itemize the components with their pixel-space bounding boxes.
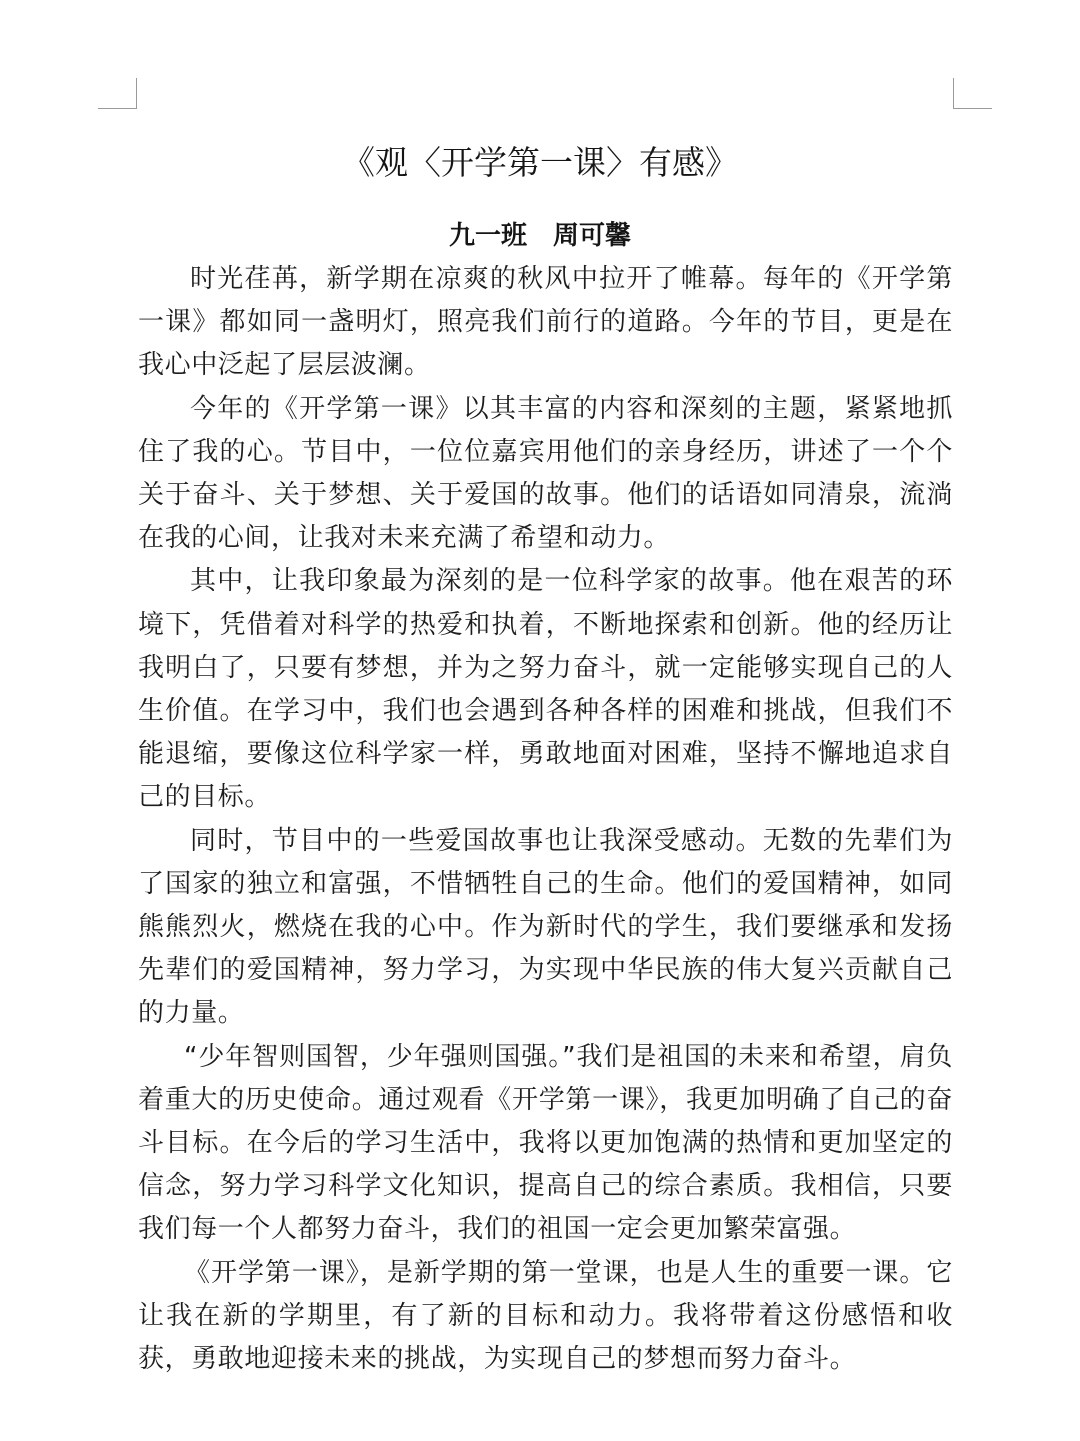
document-title: 《观〈开学第一课〉有感》: [342, 143, 738, 182]
paragraph-1: 时光荏苒，新学期在凉爽的秋风中拉开了帷幕。每年的《开学第一课》都如同一盏明灯，照亮我们前行的道路。今年的节目，更是在我心中泛起了层层波澜。: [138, 264, 953, 381]
paragraph-3: 其中，让我印象最为深刻的是一位科学家的故事。他在艰苦的环境下，凭借着对科学的热爱和执着，不断地探索和创新。他的经历让我明白了，只要有梦想，并为之努力奋斗，就一定能够实现自己的人生价值。在学习中，我们也会遇到各种各样的困难和挑战，但我们不能退缩，要像这位科学家一样，勇敢地面对困难，坚持不懈地追求自己的目标。: [138, 566, 953, 813]
author-name: 周可馨: [553, 221, 632, 251]
byline: [0, 214, 1080, 258]
document-body: [138, 258, 953, 1381]
paragraph-6: 《开学第一课》，是新学期的第一堂课，也是人生的重要一课。它让我在新的学期里，有了新的目标和动力。我将带着这份感悟和收获，勇敢地迎接未来的挑战，为实现自己的梦想而努力奋斗。: [138, 1257, 953, 1375]
page-corner-mark-top-left: [98, 78, 137, 109]
paragraph-5: “少年智则国智，少年强则国强。”我们是祖国的未来和希望，肩负着重大的历史使命。通过观看《开学第一课》，我更加明确了自己的奋斗目标。在今后的学习生活中，我将以更加饱满的热情和更加坚定的信念，努力学习科学文化知识，提高自己的综合素质。我相信，只要我们每一个人都努力奋斗，我们的祖国一定会更加繁荣富强。: [138, 1041, 953, 1245]
author-class: 九一班: [448, 221, 527, 251]
paragraph-4: 同时，节目中的一些爱国故事也让我深受感动。无数的先辈们为了国家的独立和富强，不惜牺牲自己的生命。他们的爱国精神，如同熊熊烈火，燃烧在我的心中。作为新时代的学生，我们要继承和发扬先辈们的爱国精神，努力学习，为实现中华民族的伟大复兴贡献自己的力量。: [138, 825, 953, 1029]
page-corner-mark-top-right: [953, 78, 992, 109]
paragraph-2: 今年的《开学第一课》以其丰富的内容和深刻的主题，紧紧地抓住了我的心。节目中，一位位嘉宾用他们的亲身经历，讲述了一个个关于奋斗、关于梦想、关于爱国的故事。他们的话语如同清泉，流淌在我的心间，让我对未来充满了希望和动力。: [138, 393, 953, 554]
